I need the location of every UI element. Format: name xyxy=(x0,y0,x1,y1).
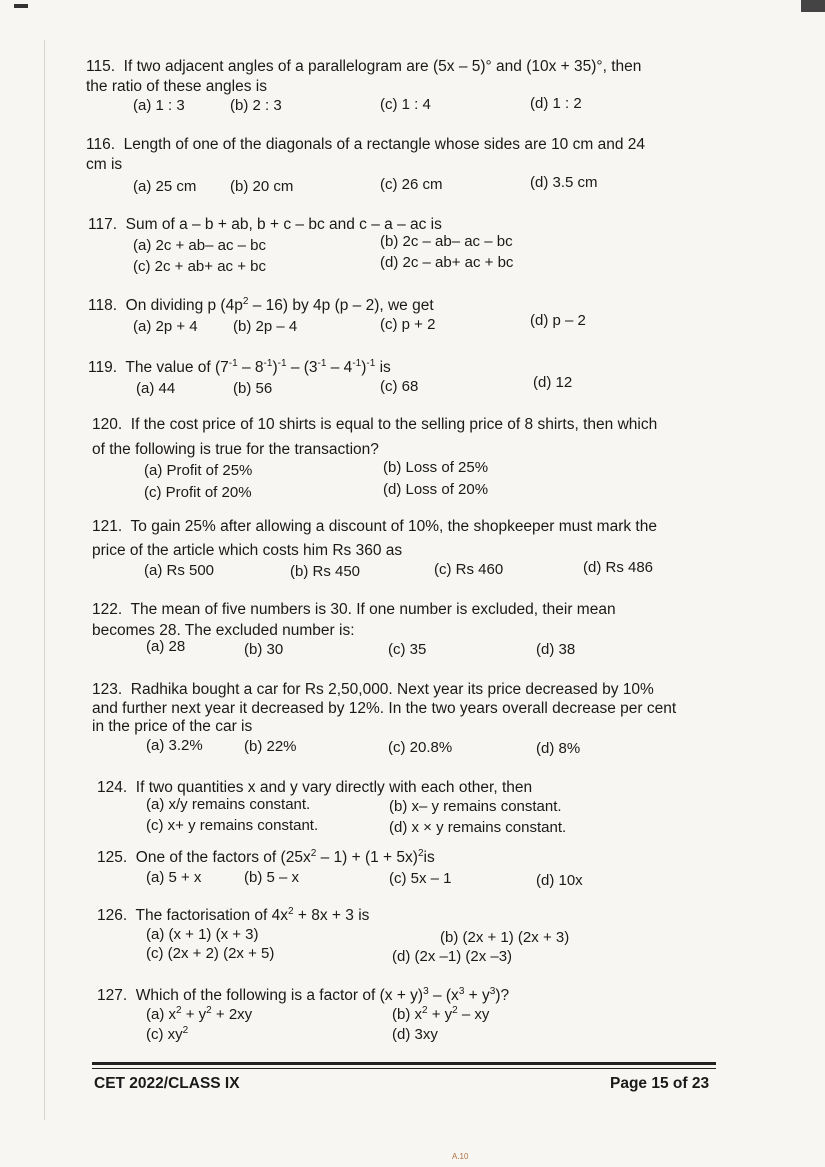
option-d: (d) x × y remains constant. xyxy=(389,819,567,836)
option-c: (c) 5x – 1 xyxy=(389,870,452,887)
option-a: (a) 1 : 3 xyxy=(133,97,185,114)
question-120-text-cont: of the following is true for the transaction? xyxy=(92,441,379,458)
option-b: (b) $x^2 + y^2$ – xy xyxy=(392,1005,490,1023)
scan-corner xyxy=(801,0,825,12)
question-119-text: 119. The value of $(7^{-1} - 8^{-1})^{-1} - (3^{-1} - 4^{-1})^{-1}$ is xyxy=(88,357,391,376)
option-b: (b) 56 xyxy=(233,380,273,397)
option-b: (b) 5 – x xyxy=(244,869,300,886)
question-125-text: 125. One of the factors of $(25x^2 - 1) + (1 + 5x)^2is$ xyxy=(97,847,435,866)
option-c: (c) 2c + ab+ ac + bc xyxy=(133,258,266,275)
question-115-text: 115. If two adjacent angles of a parallelogram are (5x – 5)° and (10x + 35)°, then xyxy=(86,58,642,75)
question-123-text-cont2: in the price of the car is xyxy=(92,718,253,735)
question-121-text-cont: price of the article which costs him Rs 360 as xyxy=(92,542,403,559)
option-c: (c) 68 xyxy=(380,378,419,395)
question-118-text: 118. On dividing p $(4p^2 - 16)$ by 4p (p – 2), we get xyxy=(88,295,434,314)
option-b: (b) Loss of 25% xyxy=(383,459,489,476)
option-c: (c) Profit of 20% xyxy=(144,484,252,501)
question-116-text-cont: cm is xyxy=(86,156,123,173)
option-c: (c) x+ y remains constant. xyxy=(146,817,319,834)
option-b: (b) 2c – ab– ac – bc xyxy=(380,233,513,250)
footer-page-number: Page 15 of 23 xyxy=(610,1075,710,1092)
option-a: (a) Rs 500 xyxy=(144,562,215,579)
option-b: (b) x– y remains constant. xyxy=(389,798,562,815)
question-124-text: 124. If two quantities x and y vary directly with each other, then xyxy=(97,779,533,796)
option-c: (c) p + 2 xyxy=(380,316,436,333)
footer-rule-thick xyxy=(92,1062,716,1065)
question-122-text: 122. The mean of five numbers is 30. If one number is excluded, their mean xyxy=(92,601,616,618)
option-d: (d) 2c – ab+ ac + bc xyxy=(380,254,514,271)
option-a: (a) 2p + 4 xyxy=(133,318,198,335)
option-a: (a) $x^2 + y^2 + 2xy$ xyxy=(146,1005,253,1023)
option-b: (b) 30 xyxy=(244,641,284,658)
option-a: (a) x/y remains constant. xyxy=(146,796,311,813)
question-117-text: 117. Sum of a – b + ab, b + c – bc and c – a – ac is xyxy=(88,216,442,233)
option-d: (d) 3.5 cm xyxy=(530,174,598,191)
question-123-text: 123. Radhika bought a car for Rs 2,50,000. Next year its price decreased by 10% xyxy=(92,681,654,698)
option-b: (b) Rs 450 xyxy=(290,563,361,580)
option-d: (d) p – 2 xyxy=(530,312,586,329)
option-d: (d) 1 : 2 xyxy=(530,95,582,112)
option-d: (d) (2x –1) (2x –3) xyxy=(392,948,513,965)
option-b: (b) 20 cm xyxy=(230,178,294,195)
option-a: (a) 3.2% xyxy=(146,737,203,754)
option-c: (c) 20.8% xyxy=(388,739,453,756)
option-a: (a) (x + 1) (x + 3) xyxy=(146,926,259,943)
option-a: (a) 25 cm xyxy=(133,178,197,195)
option-a: (a) 28 xyxy=(146,638,186,655)
question-120-text: 120. If the cost price of 10 shirts is equal to the selling price of 8 shirts, then which xyxy=(92,416,658,433)
option-d: (d) 12 xyxy=(533,374,573,391)
option-d: (d) Rs 486 xyxy=(583,559,654,576)
option-d: (d) 3xy xyxy=(392,1026,438,1043)
footer-rule-thin xyxy=(92,1068,716,1069)
option-b: (b) 22% xyxy=(244,738,297,755)
question-121-text: 121. To gain 25% after allowing a discount of 10%, the shopkeeper must mark the xyxy=(92,518,657,535)
option-b: (b) (2x + 1) (2x + 3) xyxy=(440,929,570,946)
question-127-text: 127. Which of the following is a factor of $(x + y)^3 - (x^3 + y^3)$? xyxy=(97,985,510,1004)
footer-exam-code: CET 2022/CLASS IX xyxy=(94,1075,240,1092)
option-d: (d) 38 xyxy=(536,641,576,658)
option-d: (d) 10x xyxy=(536,872,583,889)
question-115-text-cont: the ratio of these angles is xyxy=(86,78,267,95)
option-c: (c) Rs 460 xyxy=(434,561,504,578)
scan-mark xyxy=(14,4,28,8)
question-123-text-cont: and further next year it decreased by 12%. In the two years overall decrease per cent xyxy=(92,700,677,717)
question-116-text: 116. Length of one of the diagonals of a rectangle whose sides are 10 cm and 24 xyxy=(86,136,645,153)
option-c: (c) 1 : 4 xyxy=(380,96,431,113)
page-margin-line xyxy=(44,40,45,1120)
question-122-text-cont: becomes 28. The excluded number is: xyxy=(92,622,355,639)
option-c: (c) 35 xyxy=(388,641,427,658)
option-c: (c) 26 cm xyxy=(380,176,443,193)
option-a: (a) 44 xyxy=(136,380,176,397)
option-c: (c) (2x + 2) (2x + 5) xyxy=(146,945,275,962)
stray-mark: A.10 xyxy=(452,1152,469,1161)
option-c: (c) $xy^2$ xyxy=(146,1025,189,1043)
option-b: (b) 2 : 3 xyxy=(230,97,282,114)
option-a: (a) 2c + ab– ac – bc xyxy=(133,237,266,254)
option-b: (b) 2p – 4 xyxy=(233,318,298,335)
option-d: (d) 8% xyxy=(536,740,581,757)
option-a: (a) Profit of 25% xyxy=(144,462,253,479)
question-126-text: 126. The factorisation of $4x^2 + 8x + 3$ is xyxy=(97,905,370,924)
option-a: (a) 5 + x xyxy=(146,869,202,886)
option-d: (d) Loss of 20% xyxy=(383,481,489,498)
